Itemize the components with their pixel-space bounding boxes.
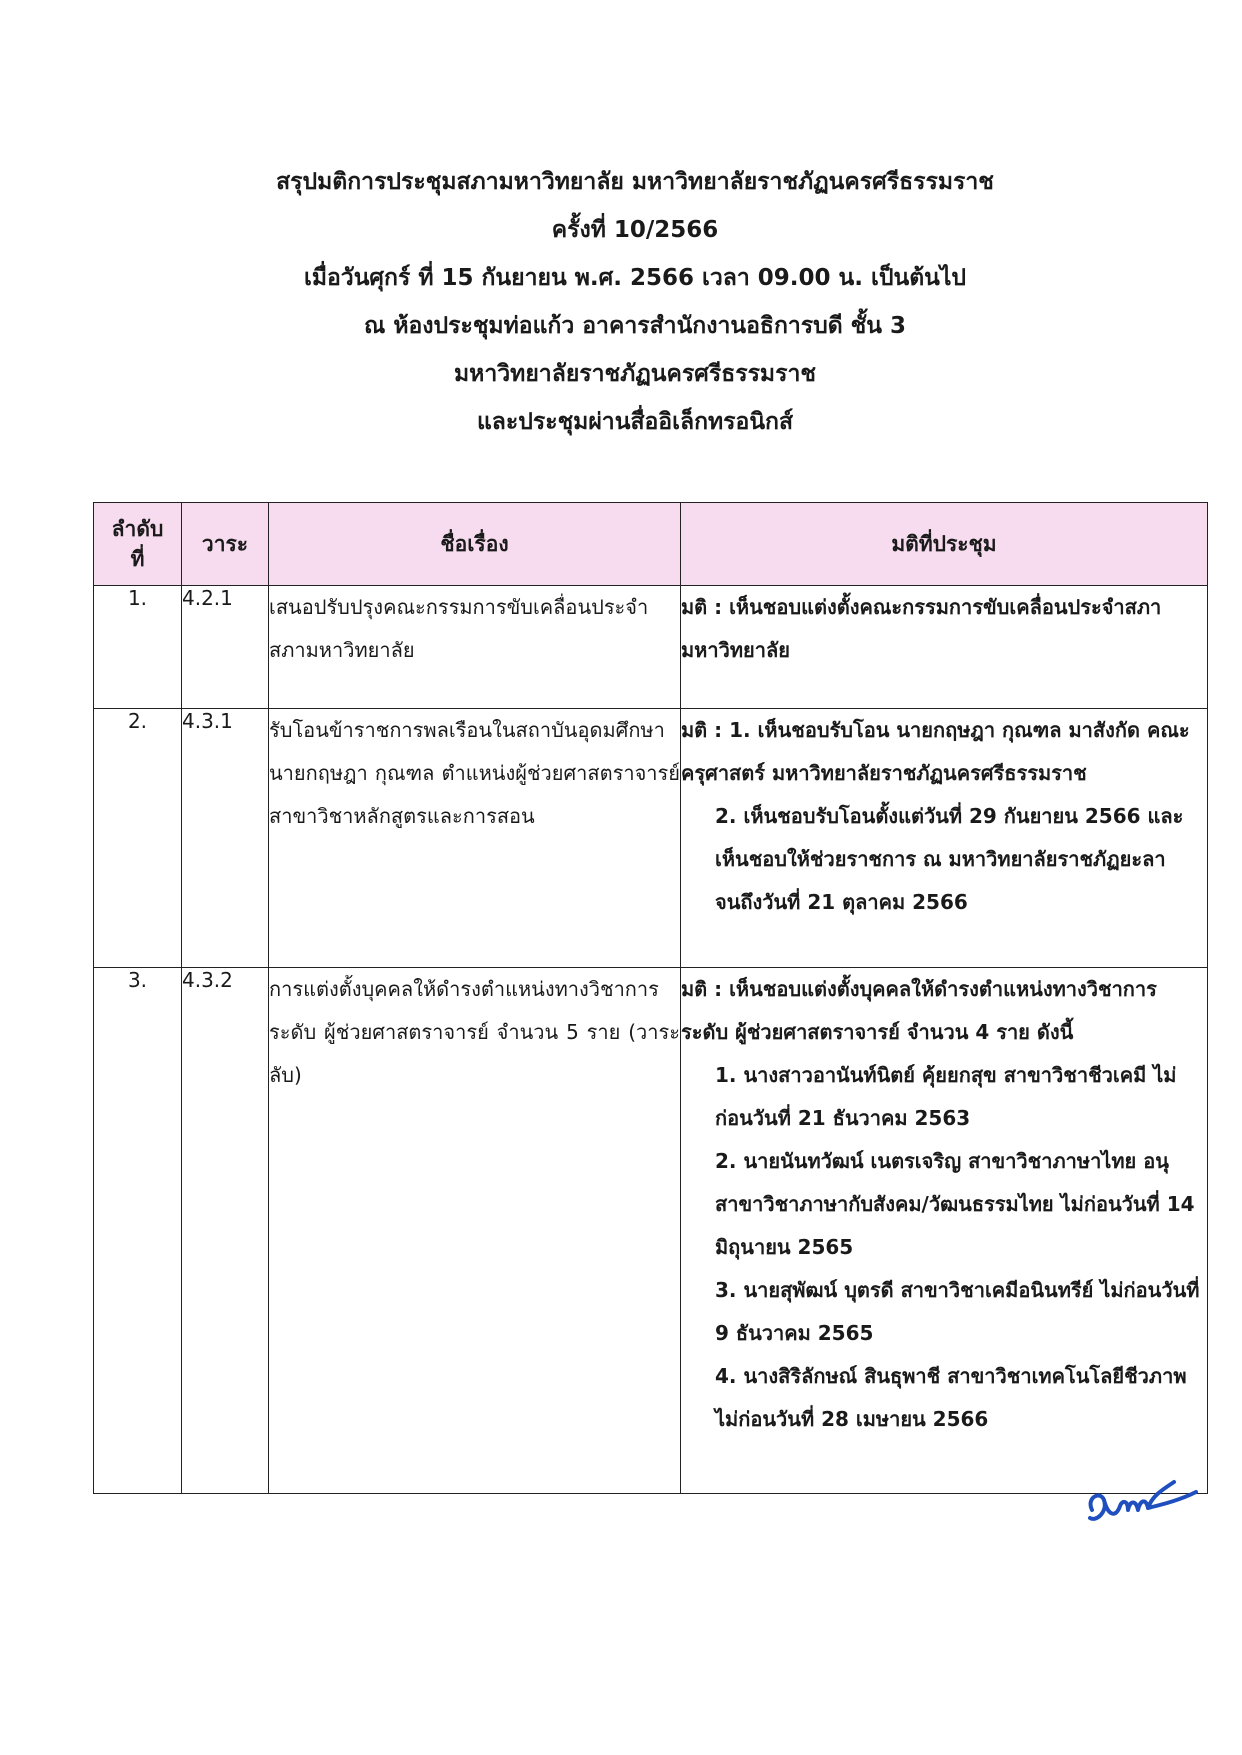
header-resolution: มติที่ประชุม — [681, 503, 1208, 586]
header-agenda: วาระ — [182, 503, 269, 586]
resolutions-table — [93, 502, 1208, 1494]
row-subject: การแต่งตั้งบุคคลให้ดำรงตำแหน่งทางวิชาการ ระดับ ผู้ช่วยศาสตราจารย์ จำนวน 5 ราย (วาระลับ) — [269, 968, 681, 1494]
row-subject: เสนอปรับปรุงคณะกรรมการขับเคลื่อนประจำสภามหาวิทยาลัย — [269, 586, 681, 709]
resolution-text: 2. เห็นชอบรับโอนตั้งแต่วันที่ 29 กันยายน 2566 และเห็นชอบให้ช่วยราชการ ณ มหาวิทยาลัยราชภัฏยะลา จนถึงวันที่ 21 ตุลาคม 2566 — [715, 804, 1184, 914]
table-row — [94, 968, 1208, 1494]
row-agenda: 4.3.2 — [182, 968, 269, 1494]
row-resolution — [681, 709, 1208, 968]
row-agenda: 4.3.1 — [182, 709, 269, 968]
resolution-item: 2. นายนันทวัฒน์ เนตรเจริญ สาขาวิชาภาษาไทย อนุสาขาวิชาภาษากับสังคม/วัฒนธรรมไทย ไม่ก่อนวันที่ 14 มิถุนายน 2565 — [715, 1149, 1195, 1259]
header-venue: ณ ห้องประชุมท่อแก้ว อาคารสำนักงานอธิการบดี ชั้น 3 — [363, 313, 907, 339]
header-university: มหาวิทยาลัยราชภัฏนครศรีธรรมราช — [454, 361, 816, 387]
table-row — [94, 709, 1208, 968]
resolution-text: มติ : เห็นชอบแต่งตั้งคณะกรรมการขับเคลื่อนประจำสภามหาวิทยาลัย — [681, 595, 1162, 662]
header-no: ลำดับ ที่ — [94, 503, 182, 586]
table-row — [94, 586, 1208, 709]
header-session: ครั้งที่ 10/2566 — [551, 217, 719, 243]
signature-mark — [1078, 1470, 1208, 1540]
document-header — [0, 158, 1242, 446]
row-resolution — [681, 968, 1208, 1494]
row-subject: รับโอนข้าราชการพลเรือนในสถาบันอุดมศึกษา นายกฤษฎา กุณฑล ตำแหน่งผู้ช่วยศาสตราจารย์ สาขาวิชาหลักสูตรและการสอน — [269, 709, 681, 968]
header-title: สรุปมติการประชุมสภามหาวิทยาลัย มหาวิทยาลัยราชภัฏนครศรีธรรมราช — [276, 169, 994, 195]
row-no: 2. — [94, 709, 182, 968]
resolution-text: มติ : เห็นชอบแต่งตั้งบุคคลให้ดำรงตำแหน่งทางวิชาการ ระดับ ผู้ช่วยศาสตราจารย์ จำนวน 4 ราย ดังนี้ — [681, 977, 1157, 1044]
resolution-item: 1. นางสาวอานันท์นิตย์ คุ้ยยกสุข สาขาวิชาชีวเคมี ไม่ก่อนวันที่ 21 ธันวาคม 2563 — [715, 1063, 1177, 1130]
header-date: เมื่อวันศุกร์ ที่ 15 กันยายน พ.ศ. 2566 เวลา 09.00 น. เป็นต้นไป — [303, 265, 967, 291]
resolution-item: 3. นายสุพัฒน์ บุตรดี สาขาวิชาเคมีอนินทรีย์ ไม่ก่อนวันที่ 9 ธันวาคม 2565 — [715, 1278, 1200, 1345]
row-no: 1. — [94, 586, 182, 709]
resolution-item: 4. นางสิริลักษณ์ สินธุพาชี สาขาวิชาเทคโนโลยีชีวภาพ ไม่ก่อนวันที่ 28 เมษายน 2566 — [715, 1364, 1187, 1431]
table-header-row — [94, 503, 1208, 586]
resolution-text: มติ : 1. เห็นชอบรับโอน นายกฤษฎา กุณฑล มาสังกัด คณะครุศาสตร์ มหาวิทยาลัยราชภัฏนครศรีธรรมราช — [681, 718, 1190, 785]
row-resolution — [681, 586, 1208, 709]
row-no: 3. — [94, 968, 182, 1494]
header-online: และประชุมผ่านสื่ออิเล็กทรอนิกส์ — [476, 409, 794, 435]
header-subject: ชื่อเรื่อง — [269, 503, 681, 586]
row-agenda: 4.2.1 — [182, 586, 269, 709]
